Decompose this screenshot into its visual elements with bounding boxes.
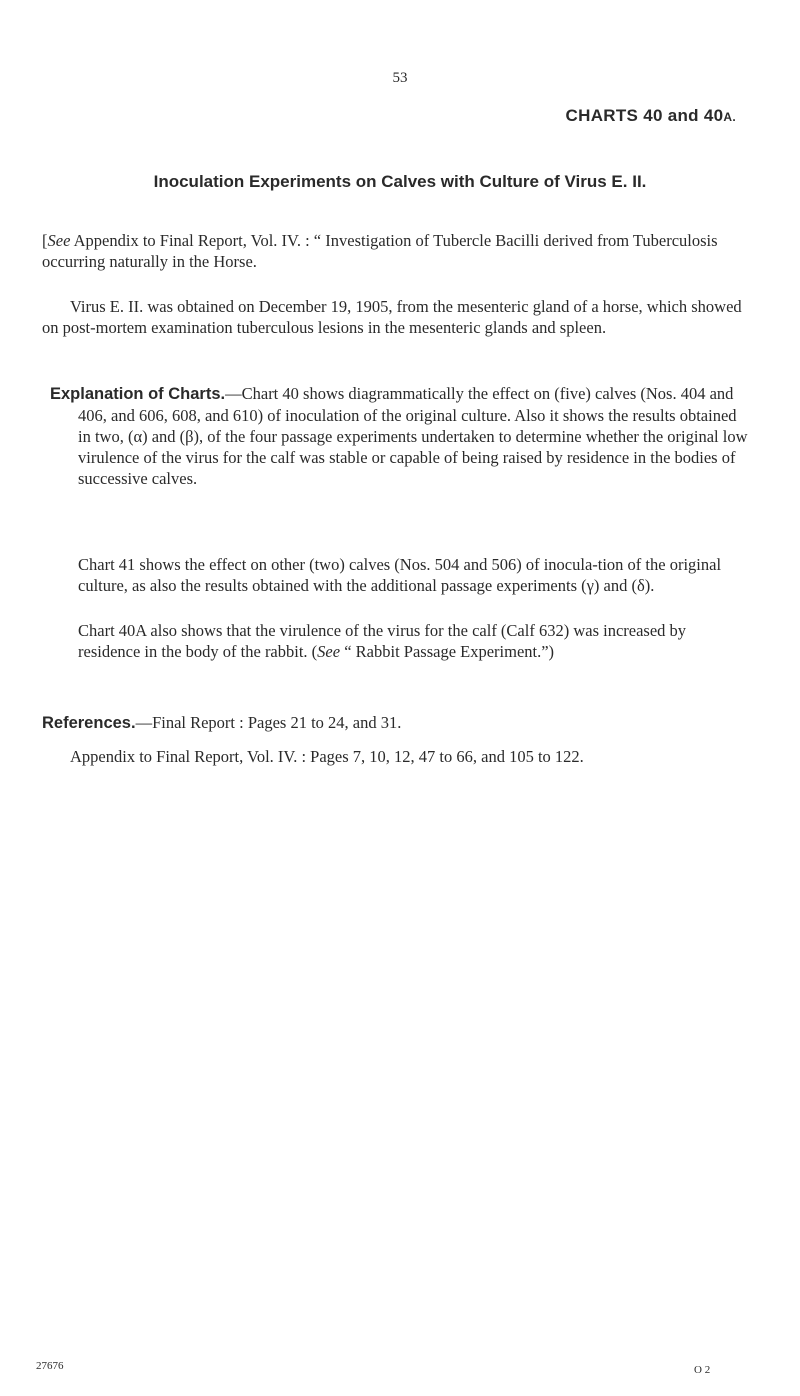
reference-note: [See Appendix to Final Report, Vol. IV. : “ Investigation of Tubercle Bacilli derived from Tuberculosis occurring naturally in the Horse. bbox=[42, 231, 718, 271]
footer-signature-mark: O 2 bbox=[694, 1364, 711, 1376]
references-heading: References. bbox=[42, 714, 136, 732]
page-number: 53 bbox=[392, 70, 408, 86]
footer-print-code: 27676 bbox=[36, 1360, 64, 1372]
references-text-1: —Final Report : Pages 21 to 24, and 31. bbox=[135, 713, 402, 732]
chart-heading-suffix: A. bbox=[723, 110, 736, 124]
see-italic-2: See bbox=[317, 642, 341, 661]
references-line-1 bbox=[42, 712, 742, 734]
virus-note: Virus E. II. was obtained on December 19, 1905, from the mesenteric gland of a horse, which showed on post-mortem examination tuberculous lesions in the mesenteric glands and spleen. bbox=[42, 297, 742, 337]
see-italic: See bbox=[47, 231, 71, 250]
page-title: Inoculation Experiments on Calves with Culture of Virus E. II. bbox=[153, 172, 647, 191]
chart-heading-text: CHARTS 40 and 40 bbox=[565, 106, 724, 125]
explanation-heading: Explanation of Charts. bbox=[50, 385, 226, 403]
explanation-paragraph-1 bbox=[42, 383, 750, 489]
explanation-paragraph-2: Chart 41 shows the effect on other (two) calves (Nos. 504 and 506) of inocula-tion of the original culture, as also the results obtained with the additional passage experiments (γ) and (δ). bbox=[78, 555, 722, 595]
reference-note-text: Appendix to Final Report, Vol. IV. : “ Investigation of Tubercle Bacilli derived from Tuberculosis occurring naturally in the Horse. bbox=[42, 231, 718, 271]
references-line-2: Appendix to Final Report, Vol. IV. : Pages 7, 10, 12, 47 to 66, and 105 to 122. bbox=[70, 747, 584, 766]
explanation-paragraph-3 bbox=[42, 620, 750, 662]
chart-heading bbox=[566, 106, 736, 126]
explanation-text-3b: “ Rabbit Passage Experiment.”) bbox=[340, 642, 555, 661]
explanation-text-3a: Chart 40A also shows that the virulence of the virus for the calf (Calf 632) was increased by residence in the body of the rabbit. ( bbox=[78, 621, 687, 661]
explanation-text-1: —Chart 40 shows diagrammatically the effect on (five) calves (Nos. 404 and 406, and 606, 608, and 610) of inoculation of the original culture. Also it shows the results obtained in two, (α) and (β), of the four passage experiments undertaken to determine whether the original low virulence of the virus for the calf was stable or capable of being raised by residence in the bodies of successive calves. bbox=[78, 384, 748, 488]
